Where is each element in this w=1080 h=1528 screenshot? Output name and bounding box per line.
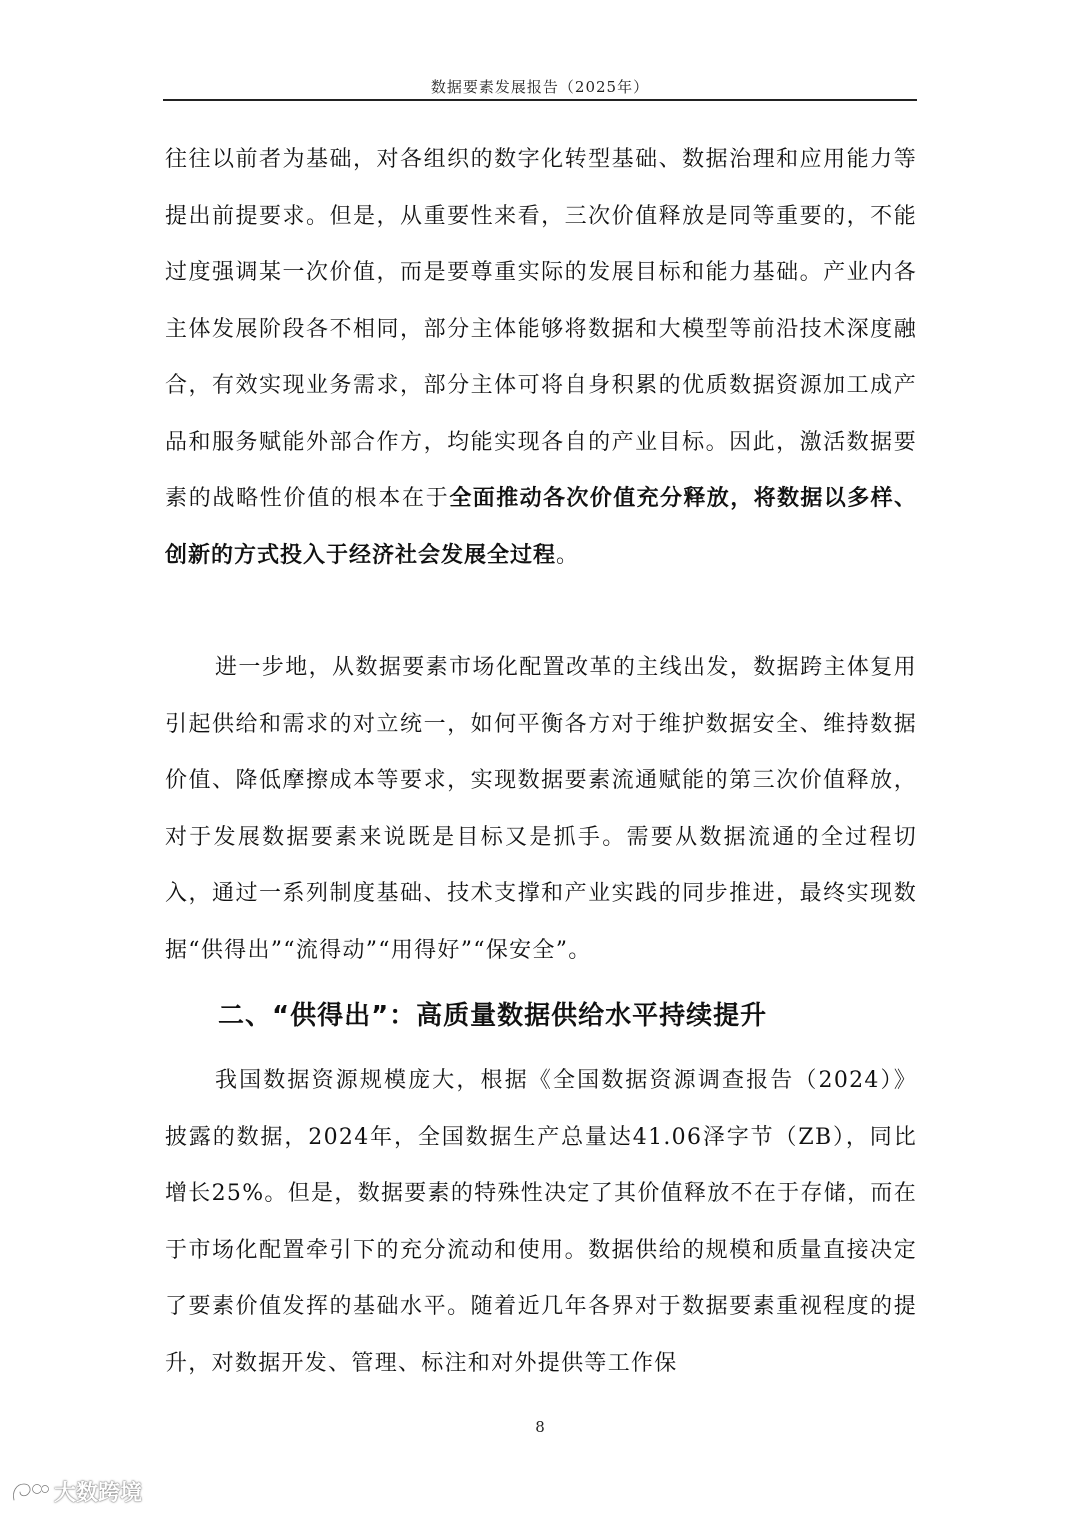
body-paragraph-1: [165, 132, 917, 584]
body-paragraph-3: 我国数据资源规模庞大，根据《全国数据资源调查报告（2024）》披露的数据，2024年，全国数据生产总量达41.06泽字节（ZB），同比增长25%。但是，数据要素的特殊性决定了其价值释放不在于存储，而在于市场化配置牵引下的充分流动和使用。数据供给的规模和质量直接决定了要素价值发挥的基础水平。随着近几年各界对于数据要素重视程度的提升，对数据开发、管理、标注和对外提供等工作保: [165, 1068, 917, 1376]
paragraph-1-text: 往往以前者为基础，对各组织的数字化转型基础、数据治理和应用能力等提出前提要求。但是，从重要性来看，三次价值释放是同等重要的，不能过度强调某一次价值，而是要尊重实际的发展目标和能力基础。产业内各主体发展阶段各不相同，部分主体能够将数据和大模型等前沿技术深度融合，有效实现业务需求，部分主体可将自身积累的优质数据资源加工成产品和服务赋能外部合作方，均能实现各自的产业目标。因此，激活数据要素的战略性价值的根本在于: [165, 147, 917, 511]
watermark-text: 大数跨境: [54, 1481, 143, 1506]
paragraph-1-emphasis: 全面推动各次价值充分释放，将数据以多样、创新的方式投入于经济社会发展全过程: [165, 486, 917, 568]
body-paragraph-2: 进一步地，从数据要素市场化配置改革的主线出发，数据跨主体复用引起供给和需求的对立统一，如何平衡各方对于维护数据安全、维持数据价值、降低摩擦成本等要求，实现数据要素流通赋能的第三次价值释放，对于发展数据要素来说既是目标又是抓手。需要从数据流通的全过程切入，通过一系列制度基础、技术支撑和产业实践的同步推进，最终实现数据“供得出”“流得动”“用得好”“保安全”。: [165, 655, 917, 963]
section-heading: 二、“供得出”：高质量数据供给水平持续提升: [218, 1001, 768, 1031]
brand-logo-icon: [10, 1480, 50, 1504]
page-number: 8: [535, 1418, 545, 1436]
running-header: 数据要素发展报告（2025年）: [430, 78, 650, 96]
header-divider: [163, 99, 917, 101]
watermark: [10, 1476, 142, 1507]
paragraph-1-end: 。: [556, 542, 580, 568]
